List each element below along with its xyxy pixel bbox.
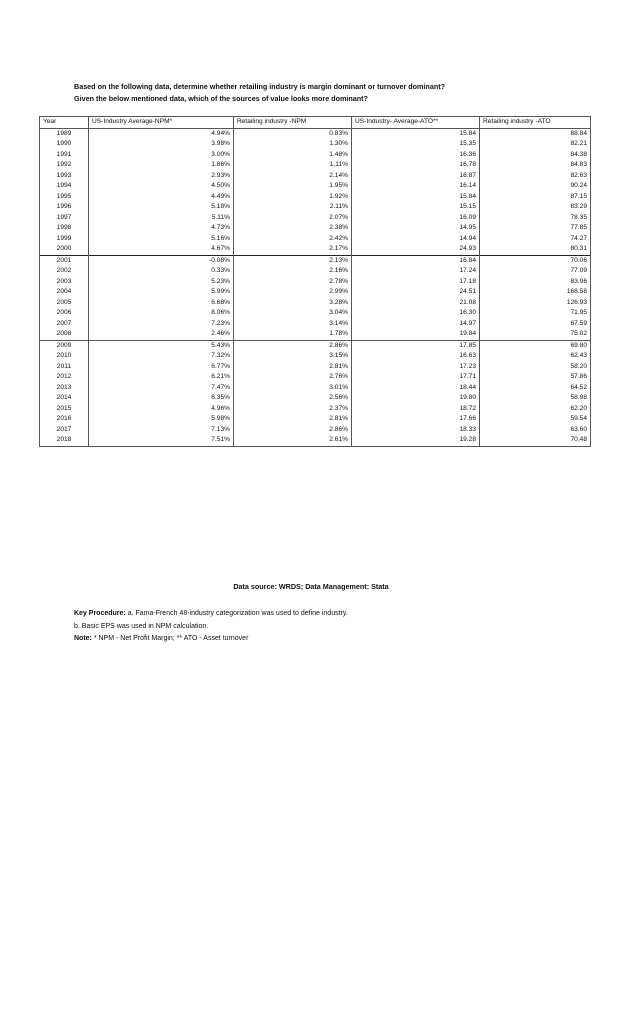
table-row	[40, 372, 591, 383]
cell-retail-ato: 70.48	[480, 435, 591, 446]
cell-us-ato: 19.80	[352, 393, 480, 404]
cell-us-ato: 16.87	[352, 171, 480, 182]
cell-year: 2005	[40, 298, 89, 309]
cell-us-ato: 19.84	[352, 329, 480, 340]
cell-retail-npm: 2.86%	[234, 340, 352, 351]
cell-year: 2013	[40, 383, 89, 394]
cell-us-npm: 6.35%	[89, 393, 234, 404]
cell-us-ato: 21.08	[352, 298, 480, 309]
cell-retail-ato: 59.54	[480, 414, 591, 425]
cell-us-ato: 16.78	[352, 160, 480, 171]
table-row	[40, 139, 591, 150]
cell-retail-npm: 2.81%	[234, 414, 352, 425]
cell-us-ato: 14.95	[352, 223, 480, 234]
header-year: Year	[40, 117, 89, 129]
data-source: Data source: WRDS; Data Management: Stata	[233, 582, 389, 591]
cell-us-npm: 7.23%	[89, 319, 234, 330]
cell-year: 1991	[40, 150, 89, 161]
cell-retail-ato: 74.27	[480, 234, 591, 245]
cell-retail-npm: 3.14%	[234, 319, 352, 330]
cell-retail-ato: 82.63	[480, 171, 591, 182]
cell-retail-npm: 1.30%	[234, 139, 352, 150]
table-row	[40, 340, 591, 351]
cell-us-npm: 7.32%	[89, 351, 234, 362]
cell-year: 2018	[40, 435, 89, 446]
cell-retail-ato: 80.31	[480, 244, 591, 255]
cell-us-npm: 5.23%	[89, 277, 234, 288]
cell-us-ato: 14.97	[352, 319, 480, 330]
cell-us-npm: 4.73%	[89, 223, 234, 234]
table-row	[40, 160, 591, 171]
table-header-row	[40, 117, 591, 129]
cell-retail-ato: 84.83	[480, 160, 591, 171]
cell-us-ato: 16.36	[352, 150, 480, 161]
cell-us-ato: 16.63	[352, 351, 480, 362]
cell-us-npm: 4.50%	[89, 181, 234, 192]
table-row	[40, 181, 591, 192]
cell-retail-ato: 62.20	[480, 404, 591, 415]
cell-us-npm: 5.11%	[89, 213, 234, 224]
cell-us-ato: 16.84	[352, 255, 480, 266]
cell-year: 1999	[40, 234, 89, 245]
cell-us-npm: 4.49%	[89, 192, 234, 203]
table-row	[40, 383, 591, 394]
header-retail-ato: Retailing industry -ATO	[480, 117, 591, 129]
cell-year: 2017	[40, 425, 89, 436]
table-row	[40, 298, 591, 309]
cell-year: 2011	[40, 362, 89, 373]
cell-us-npm: 5.43%	[89, 340, 234, 351]
cell-year: 2006	[40, 308, 89, 319]
cell-year: 1993	[40, 171, 89, 182]
cell-us-npm: 3.00%	[89, 150, 234, 161]
cell-us-ato: 24.51	[352, 287, 480, 298]
cell-year: 2003	[40, 277, 89, 288]
cell-retail-npm: 1.48%	[234, 150, 352, 161]
table-row	[40, 266, 591, 277]
cell-us-npm: 2.93%	[89, 171, 234, 182]
cell-us-npm: 5.18%	[89, 202, 234, 213]
header-us-npm: US-Industry Average-NPM*	[89, 117, 234, 129]
cell-retail-ato: 82.21	[480, 139, 591, 150]
table-body	[40, 128, 591, 446]
cell-us-ato: 17.23	[352, 362, 480, 373]
cell-us-ato: 17.24	[352, 266, 480, 277]
table-row	[40, 435, 591, 446]
cell-retail-ato: 67.59	[480, 319, 591, 330]
table-row	[40, 277, 591, 288]
cell-year: 2002	[40, 266, 89, 277]
cell-retail-ato: 71.95	[480, 308, 591, 319]
cell-us-npm: 8.06%	[89, 308, 234, 319]
procedure-line-a	[74, 608, 348, 621]
cell-year: 1989	[40, 128, 89, 139]
cell-us-npm: 4.94%	[89, 128, 234, 139]
table-row	[40, 202, 591, 213]
cell-retail-npm: 3.04%	[234, 308, 352, 319]
procedure-line-b: b. Basic EPS was used in NPM calculation.	[74, 622, 209, 630]
procedure-label: Key Procedure:	[74, 610, 126, 617]
cell-us-npm: 1.86%	[89, 160, 234, 171]
cell-retail-npm: 3.28%	[234, 298, 352, 309]
table-row	[40, 308, 591, 319]
cell-us-ato: 19.28	[352, 435, 480, 446]
cell-year: 2007	[40, 319, 89, 330]
cell-us-npm: 6.21%	[89, 372, 234, 383]
cell-year: 2015	[40, 404, 89, 415]
cell-us-ato: 17.66	[352, 414, 480, 425]
cell-retail-npm: 2.14%	[234, 171, 352, 182]
table-row	[40, 414, 591, 425]
table-row	[40, 128, 591, 139]
cell-us-ato: 16.30	[352, 308, 480, 319]
cell-year: 2009	[40, 340, 89, 351]
cell-year: 2010	[40, 351, 89, 362]
table-row	[40, 362, 591, 373]
header-us-ato: US-Industry- Average-ATO**	[352, 117, 480, 129]
cell-retail-npm: 2.17%	[234, 244, 352, 255]
cell-retail-ato: 58.98	[480, 393, 591, 404]
cell-year: 2004	[40, 287, 89, 298]
table-row	[40, 192, 591, 203]
cell-us-npm: 7.47%	[89, 383, 234, 394]
cell-year: 1997	[40, 213, 89, 224]
cell-retail-ato: 57.86	[480, 372, 591, 383]
cell-year: 1990	[40, 139, 89, 150]
cell-us-npm: 2.46%	[89, 329, 234, 340]
table-row	[40, 213, 591, 224]
cell-retail-ato: 75.02	[480, 329, 591, 340]
cell-us-ato: 15.84	[352, 128, 480, 139]
table-row	[40, 329, 591, 340]
cell-year: 1995	[40, 192, 89, 203]
cell-retail-npm: 1.95%	[234, 181, 352, 192]
cell-retail-ato: 87.15	[480, 192, 591, 203]
cell-retail-ato: 62.43	[480, 351, 591, 362]
note-label: Note:	[74, 635, 92, 642]
cell-us-ato: 18.44	[352, 383, 480, 394]
cell-retail-npm: 1.11%	[234, 160, 352, 171]
cell-retail-ato: 77.09	[480, 266, 591, 277]
table-row	[40, 223, 591, 234]
table-row	[40, 171, 591, 182]
cell-retail-npm: 1.78%	[234, 329, 352, 340]
cell-us-ato: 15.84	[352, 192, 480, 203]
cell-retail-npm: 2.86%	[234, 425, 352, 436]
cell-year: 1994	[40, 181, 89, 192]
cell-retail-npm: 3.01%	[234, 383, 352, 394]
cell-retail-ato: 64.52	[480, 383, 591, 394]
header-retail-npm: Retailing industry -NPM	[234, 117, 352, 129]
cell-us-npm: 0.33%	[89, 266, 234, 277]
table-row	[40, 393, 591, 404]
cell-retail-ato: 70.06	[480, 255, 591, 266]
cell-retail-ato: 78.35	[480, 213, 591, 224]
cell-us-npm: 6.68%	[89, 298, 234, 309]
cell-us-ato: 18.33	[352, 425, 480, 436]
note-text: * NPM - Net Profit Margin; ** ATO - Asset turnover	[91, 635, 249, 642]
cell-retail-npm: 2.56%	[234, 393, 352, 404]
table-row	[40, 234, 591, 245]
cell-retail-ato: 69.80	[480, 340, 591, 351]
notes	[74, 608, 348, 646]
cell-retail-npm: 2.42%	[234, 234, 352, 245]
cell-us-ato: 16.14	[352, 181, 480, 192]
cell-retail-ato: 77.85	[480, 223, 591, 234]
question-line-1: Based on the following data, determine whether retailing industry is margin dominant or turnover dominant?	[74, 82, 445, 91]
cell-retail-npm: 2.07%	[234, 213, 352, 224]
question-line-2: Given the below mentioned data, which of the sources of value looks more dominant?	[74, 94, 368, 103]
table-row	[40, 255, 591, 266]
cell-us-ato: 14.94	[352, 234, 480, 245]
table-row	[40, 244, 591, 255]
note-line	[74, 633, 348, 646]
cell-year: 2001	[40, 255, 89, 266]
cell-year: 2014	[40, 393, 89, 404]
cell-us-ato: 17.71	[352, 372, 480, 383]
cell-retail-ato: 126.93	[480, 298, 591, 309]
cell-us-ato: 15.35	[352, 139, 480, 150]
cell-retail-npm: 2.78%	[234, 277, 352, 288]
cell-retail-ato: 58.20	[480, 362, 591, 373]
cell-retail-npm: 2.61%	[234, 435, 352, 446]
cell-retail-ato: 168.58	[480, 287, 591, 298]
cell-retail-npm: 2.81%	[234, 362, 352, 373]
cell-us-ato: 16.09	[352, 213, 480, 224]
cell-us-npm: -0.08%	[89, 255, 234, 266]
cell-us-npm: 4.96%	[89, 404, 234, 415]
cell-us-npm: 3.98%	[89, 139, 234, 150]
cell-us-npm: 6.77%	[89, 362, 234, 373]
cell-year: 1996	[40, 202, 89, 213]
cell-us-ato: 18.72	[352, 404, 480, 415]
table-row	[40, 150, 591, 161]
cell-year: 1992	[40, 160, 89, 171]
cell-retail-npm: 2.13%	[234, 255, 352, 266]
cell-year: 2012	[40, 372, 89, 383]
cell-retail-npm: 2.76%	[234, 372, 352, 383]
cell-us-npm: 4.67%	[89, 244, 234, 255]
cell-us-ato: 17.85	[352, 340, 480, 351]
cell-us-npm: 7.51%	[89, 435, 234, 446]
cell-us-npm: 7.13%	[89, 425, 234, 436]
cell-retail-ato: 83.29	[480, 202, 591, 213]
cell-retail-npm: 2.37%	[234, 404, 352, 415]
cell-us-ato: 15.15	[352, 202, 480, 213]
cell-year: 1998	[40, 223, 89, 234]
cell-retail-npm: 0.83%	[234, 128, 352, 139]
table-row	[40, 404, 591, 415]
cell-retail-ato: 63.60	[480, 425, 591, 436]
cell-us-npm: 5.99%	[89, 287, 234, 298]
cell-retail-ato: 84.38	[480, 150, 591, 161]
cell-us-npm: 5.16%	[89, 234, 234, 245]
cell-year: 2000	[40, 244, 89, 255]
cell-retail-npm: 2.38%	[234, 223, 352, 234]
cell-us-npm: 5.98%	[89, 414, 234, 425]
cell-retail-npm: 2.16%	[234, 266, 352, 277]
cell-retail-ato: 83.96	[480, 277, 591, 288]
cell-retail-ato: 90.24	[480, 181, 591, 192]
cell-retail-npm: 1.92%	[234, 192, 352, 203]
cell-us-ato: 24.93	[352, 244, 480, 255]
cell-retail-npm: 2.11%	[234, 202, 352, 213]
data-table	[39, 116, 591, 447]
cell-retail-ato: 88.84	[480, 128, 591, 139]
table-row	[40, 287, 591, 298]
table-row	[40, 319, 591, 330]
cell-retail-npm: 2.99%	[234, 287, 352, 298]
procedure-a-text: a. Fama-French 48-industry categorization was used to define industry.	[125, 610, 348, 617]
cell-year: 2008	[40, 329, 89, 340]
cell-us-ato: 17.18	[352, 277, 480, 288]
cell-year: 2016	[40, 414, 89, 425]
table-row	[40, 351, 591, 362]
table-row	[40, 425, 591, 436]
cell-retail-npm: 3.15%	[234, 351, 352, 362]
